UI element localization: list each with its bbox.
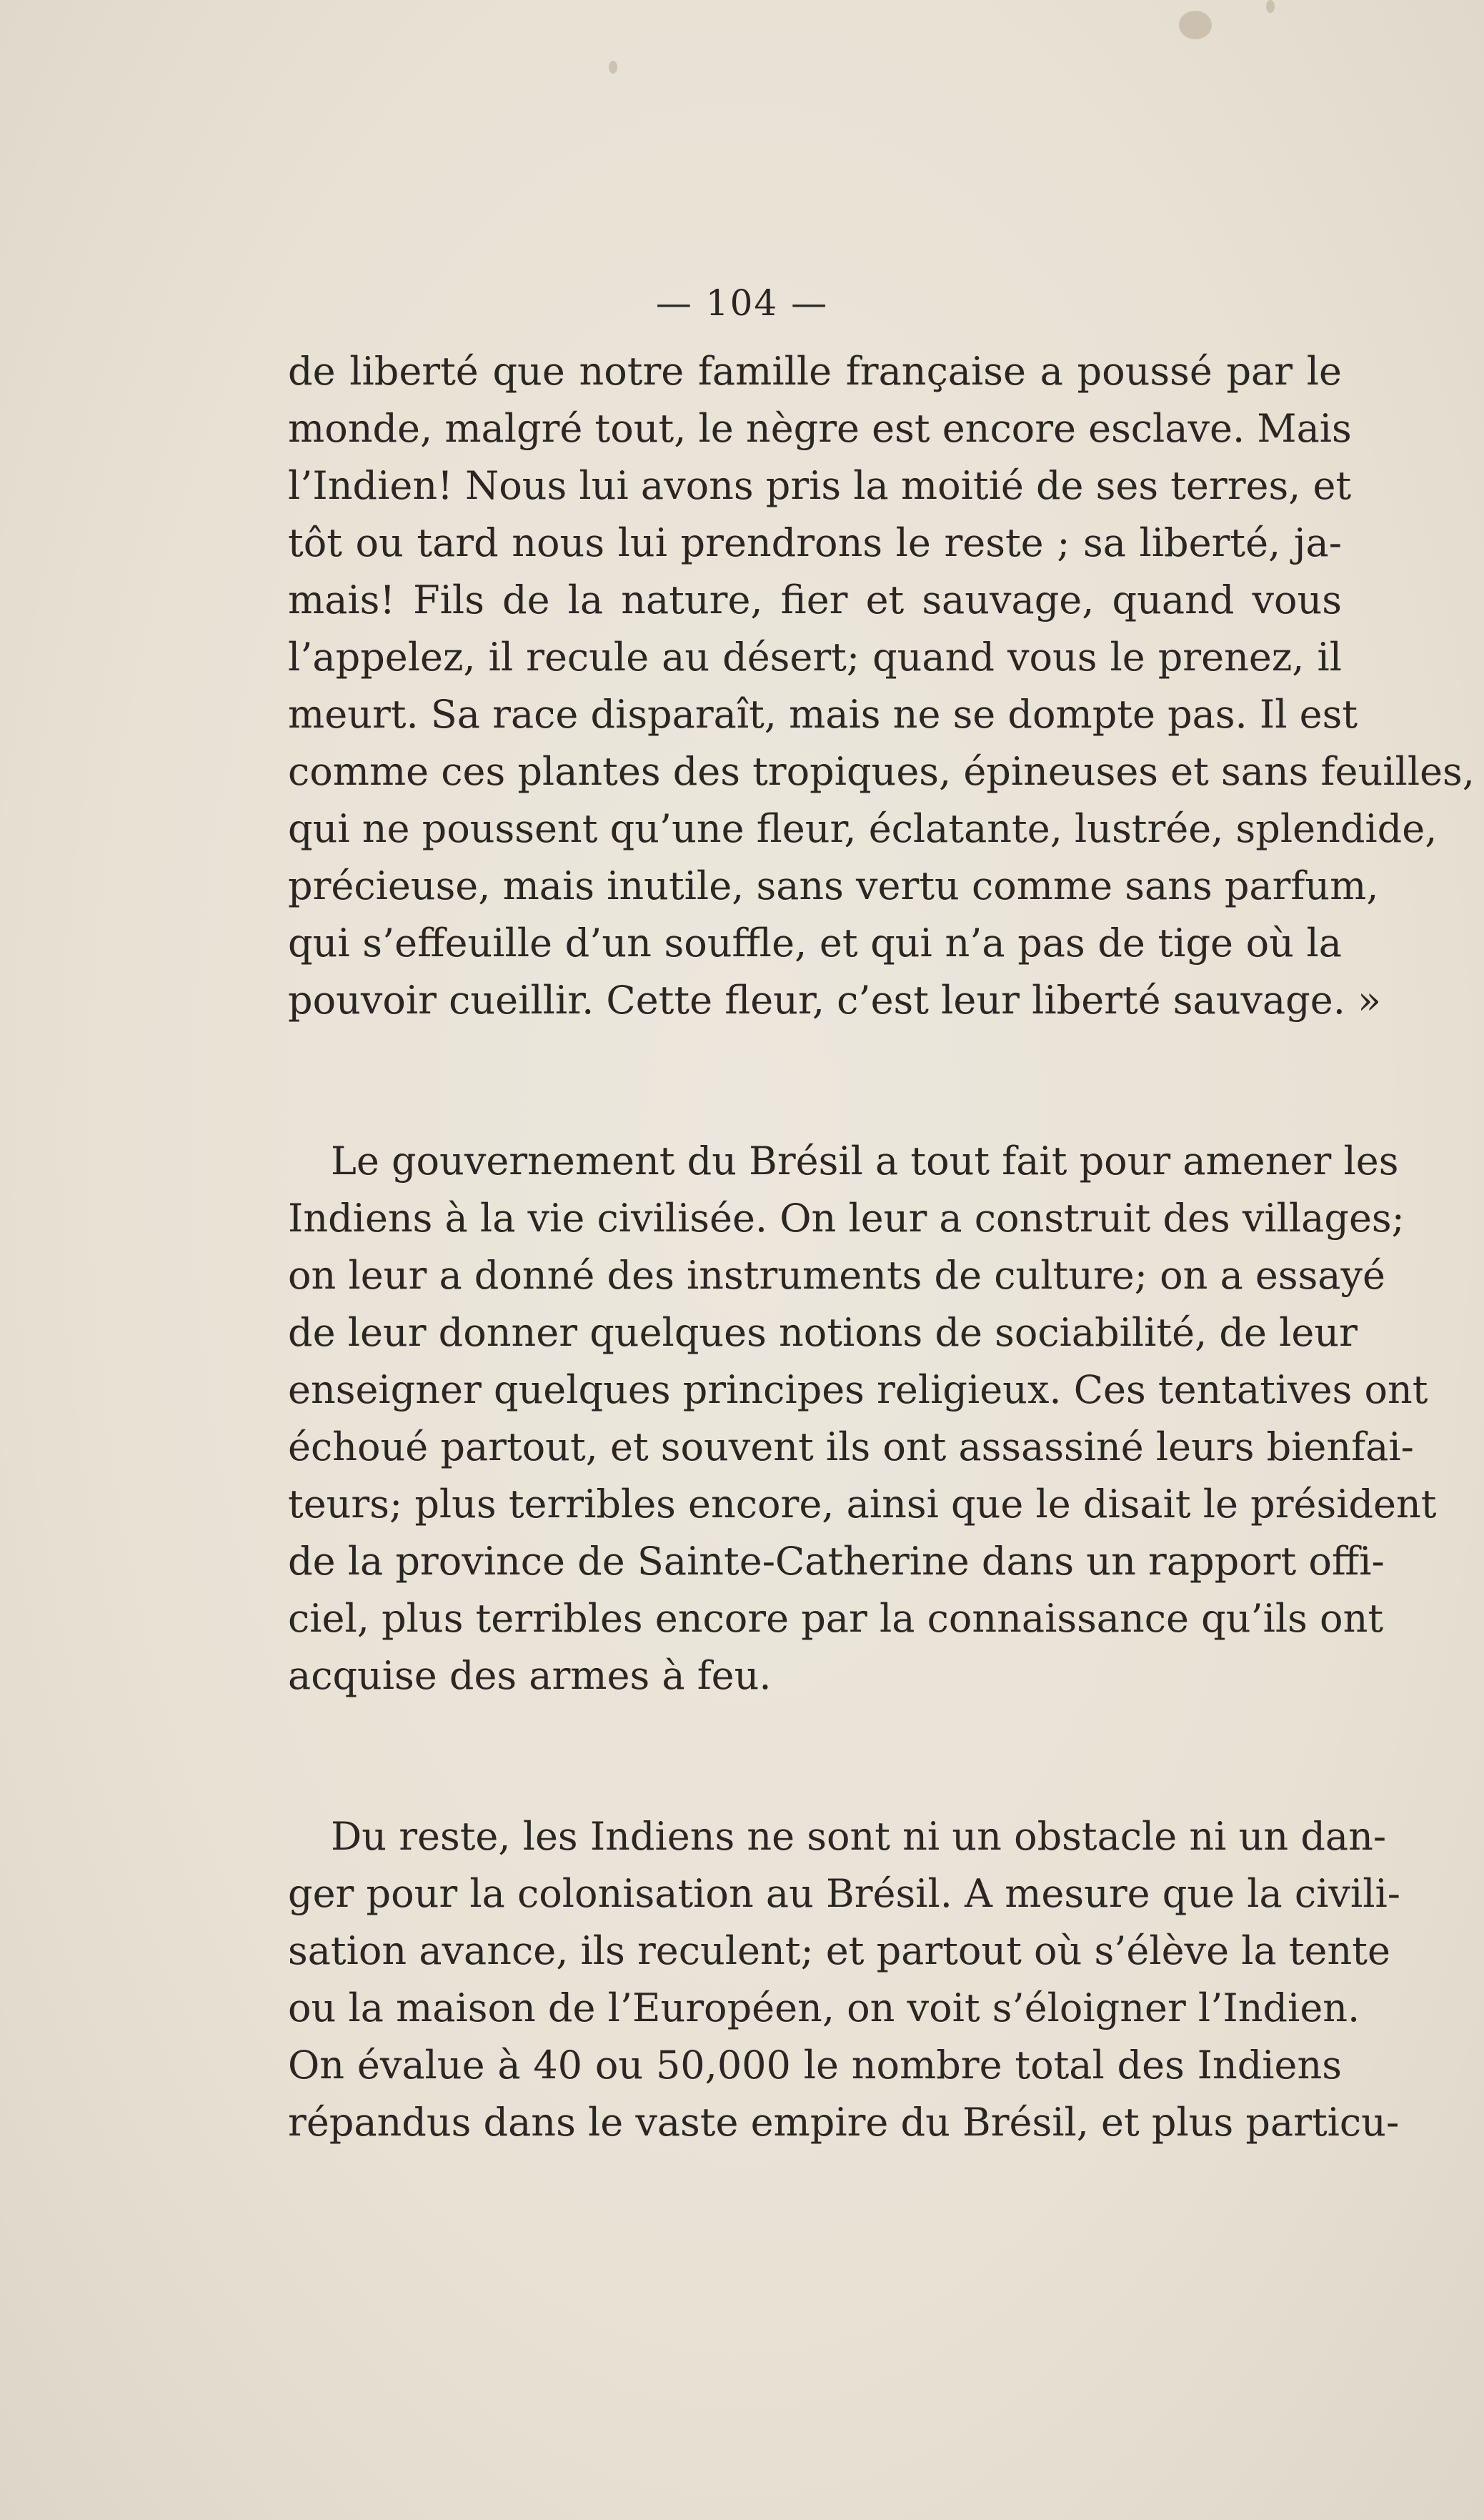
text-line: l’appelez, il recule au désert; quand vous le prenez, il: [288, 635, 1342, 680]
text-line: Du reste, les Indiens ne sont ni un obstacle ni un dan-: [331, 1814, 1387, 1859]
text-line: monde, malgré tout, le nègre est encore esclave. Mais: [288, 406, 1352, 451]
text-line: acquise des armes à feu.: [288, 1653, 772, 1698]
text-line: on leur a donné des instruments de culture; on a essayé: [288, 1253, 1385, 1298]
text-line: pouvoir cueillir. Cette fleur, c’est leur liberté sauvage. »: [288, 978, 1382, 1023]
text-line: teurs; plus terribles encore, ainsi que le disait le président: [288, 1482, 1437, 1527]
text-line: Le gouvernement du Brésil a tout fait pour amener les: [331, 1139, 1399, 1184]
text-line: enseigner quelques principes religieux. Ces tentatives ont: [288, 1367, 1428, 1412]
ink-speck: [609, 61, 617, 74]
text-line: comme ces plantes des tropiques, épineuses et sans feuilles,: [288, 749, 1475, 794]
text-line: de leur donner quelques notions de sociabilité, de leur: [288, 1310, 1358, 1355]
text-line: ger pour la colonisation au Brésil. A mesure que la civili-: [288, 1871, 1400, 1916]
text-line: qui ne poussent qu’une fleur, éclatante, lustrée, splendide,: [288, 806, 1438, 851]
text-line: ciel, plus terribles encore par la connaissance qu’ils ont: [288, 1596, 1384, 1641]
text-line: de liberté que notre famille française a poussé par le: [288, 349, 1342, 394]
text-line: précieuse, mais inutile, sans vertu comme sans parfum,: [288, 863, 1379, 908]
text-line: répandus dans le vaste empire du Brésil, et plus particu-: [288, 2100, 1400, 2145]
text-line: l’Indien! Nous lui avons pris la moitié de ses terres, et: [288, 463, 1352, 508]
text-line: sation avance, ils reculent; et partout où s’élève la tente: [288, 1928, 1390, 1973]
text-line: mais! Fils de la nature, fier et sauvage, quand vous: [288, 577, 1342, 622]
ink-speck: [1266, 0, 1275, 13]
text-line: On évalue à 40 ou 50,000 le nombre total des Indiens: [288, 2043, 1342, 2088]
text-line: ou la maison de l’Européen, on voit s’éloigner l’Indien.: [288, 1985, 1360, 2030]
page-number: — 104 —: [655, 282, 829, 324]
ink-smudge: [1179, 11, 1212, 39]
text-line: qui s’effeuille d’un souffle, et qui n’a pas de tige où la: [288, 921, 1342, 966]
text-line: Indiens à la vie civilisée. On leur a construit des villages;: [288, 1196, 1405, 1241]
text-line: tôt ou tard nous lui prendrons le reste ; sa liberté, ja-: [288, 520, 1342, 565]
text-line: échoué partout, et souvent ils ont assassiné leurs bienfai-: [288, 1424, 1414, 1469]
text-line: de la province de Sainte-Catherine dans un rapport offi-: [288, 1539, 1385, 1584]
text-line: meurt. Sa race disparaît, mais ne se dompte pas. Il est: [288, 692, 1358, 737]
